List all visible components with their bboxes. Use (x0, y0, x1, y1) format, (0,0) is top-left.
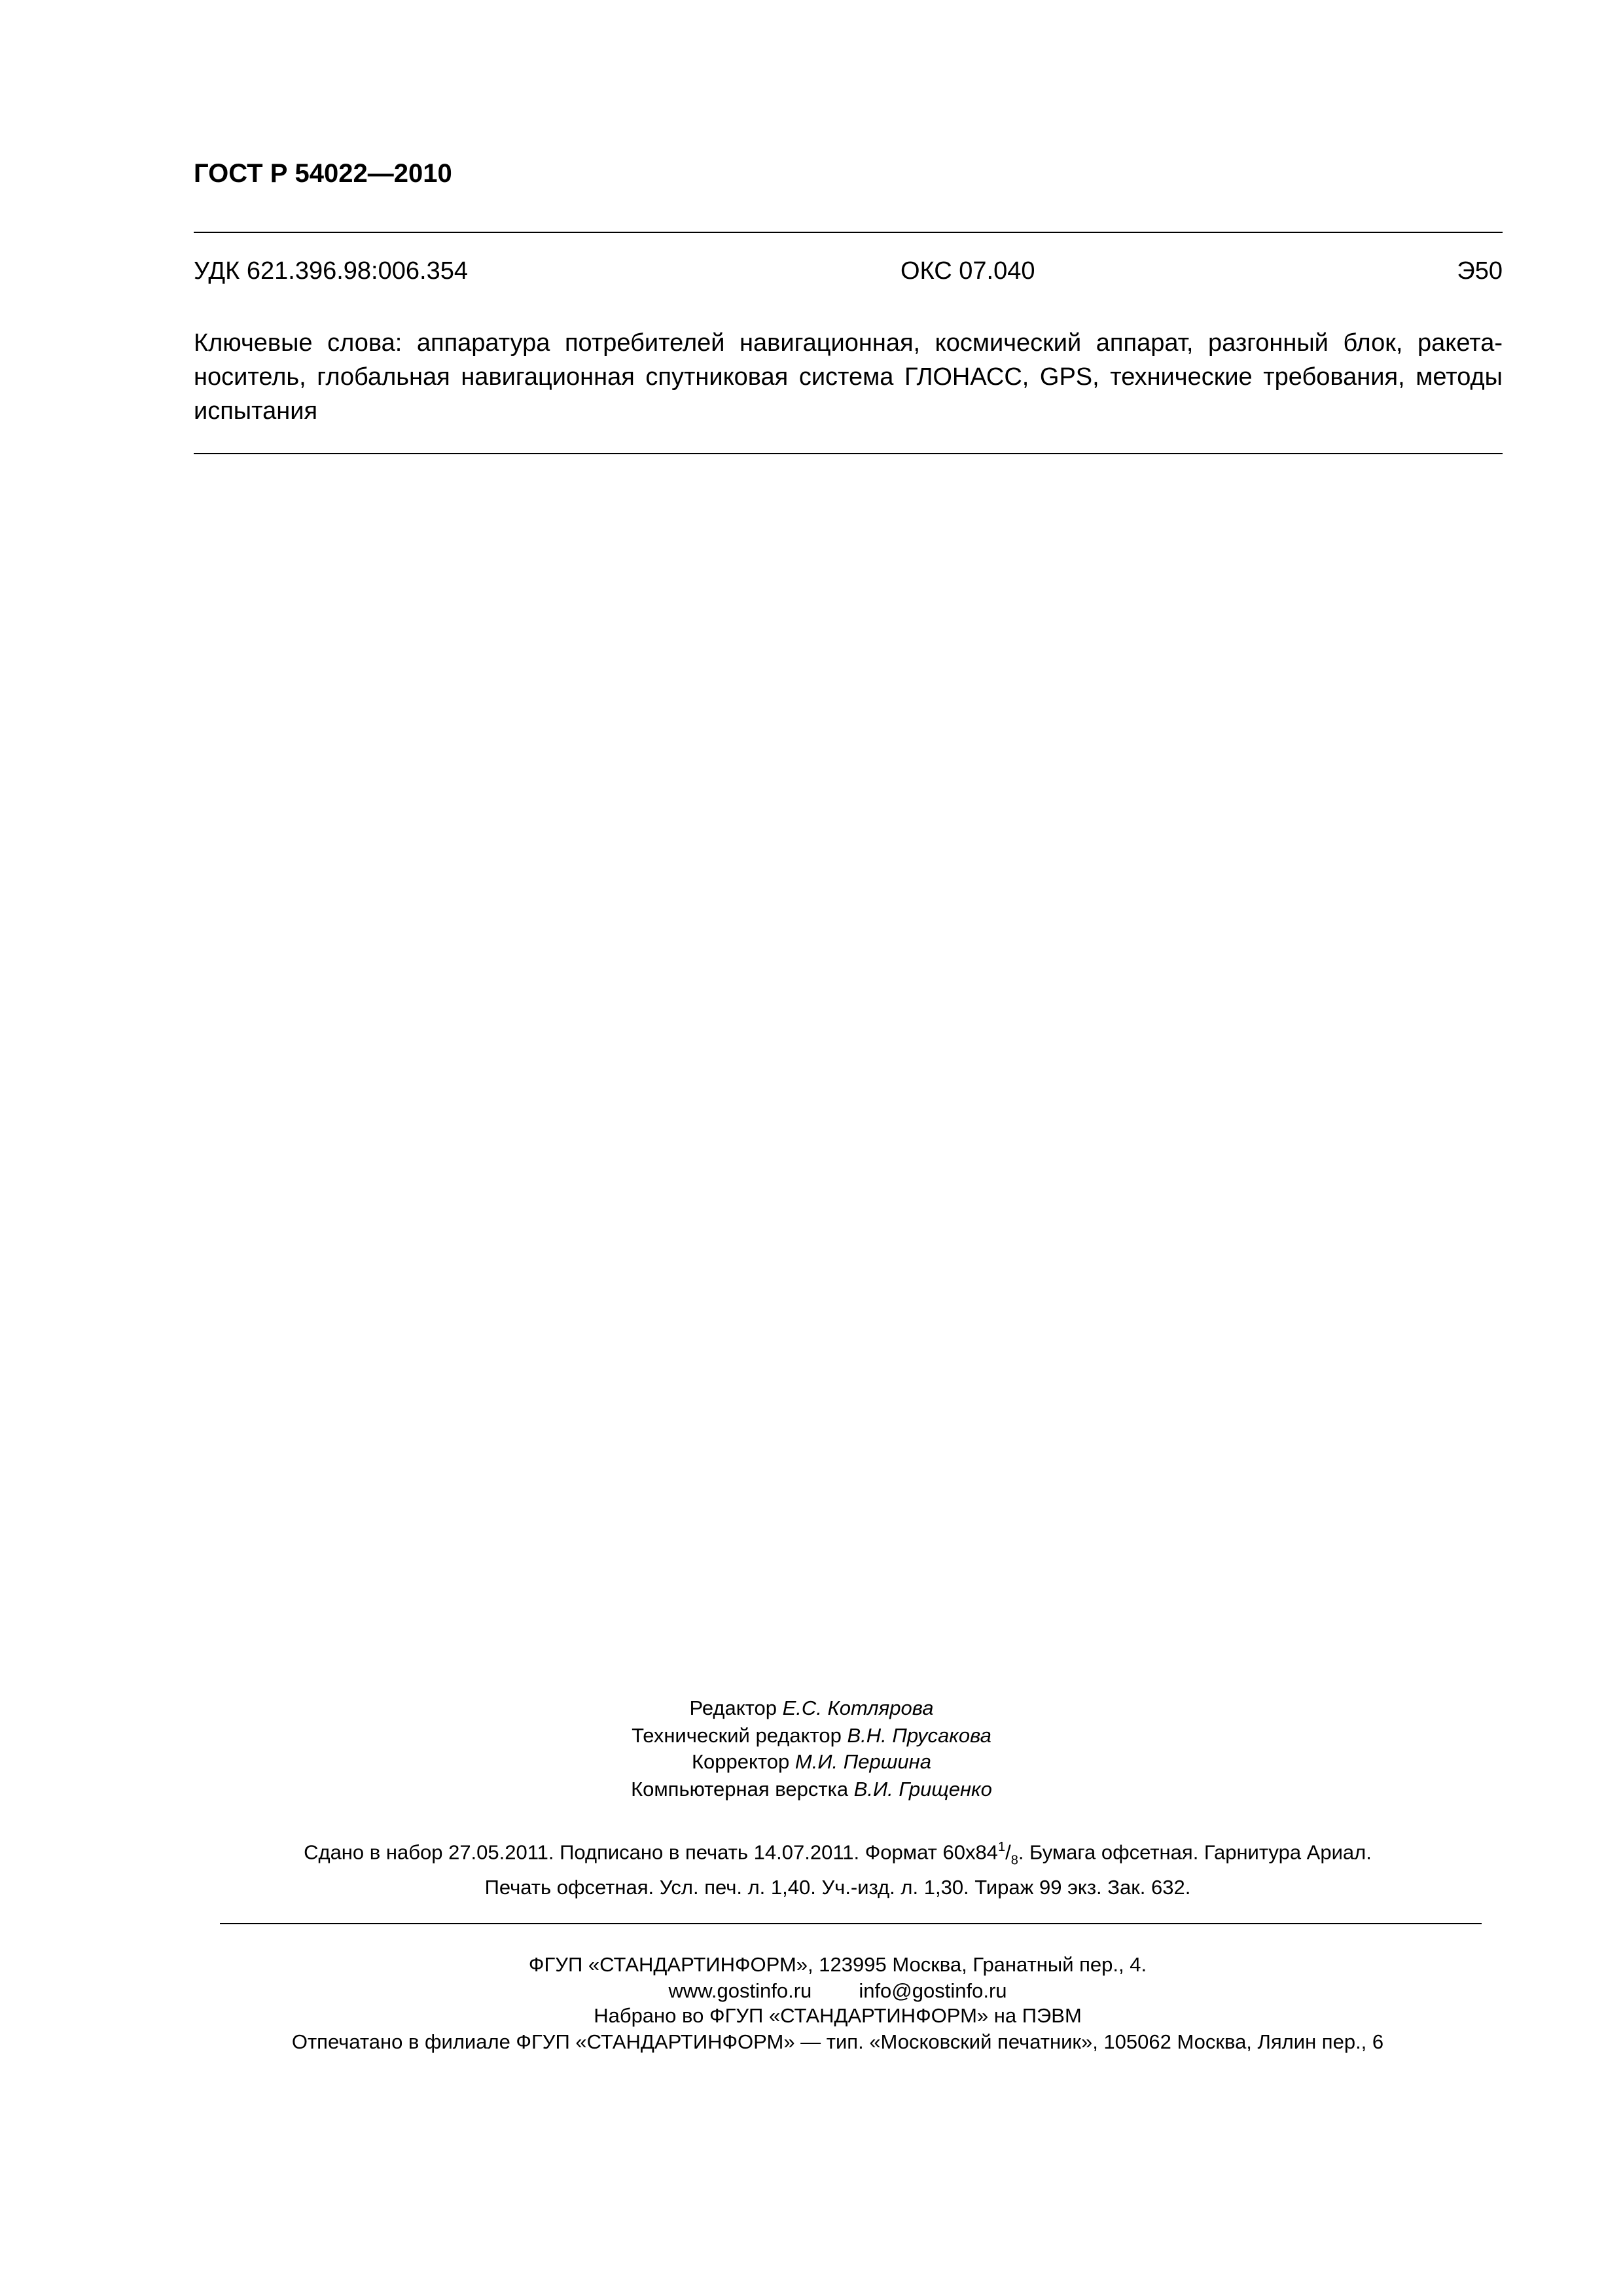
imprint-line-2: Печать офсетная. Усл. печ. л. 1,40. Уч.-изд. л. 1,30. Тираж 99 экз. Зак. 632. (484, 1876, 1191, 1899)
imprint-block (196, 1835, 1479, 1903)
credit-technical-editor: Технический редактор В.Н. Прусакова (632, 1725, 991, 1747)
credits-block (589, 1696, 1034, 1804)
publisher-contacts (196, 1979, 1479, 2004)
top-divider (194, 232, 1503, 233)
oks-code: ОКС 07.040 (901, 258, 1035, 285)
keywords-paragraph: Ключевые слова: аппаратура потребителей навигационная, космический аппарат, разгонный блок, ракета-носитель, глобальная навигационная спутниковая система ГЛОНАСС, GPS, технические требования, методы испытания (194, 330, 1503, 425)
publisher-website: www.gostinfo.ru (668, 1980, 812, 2002)
keywords-divider (194, 453, 1503, 454)
document-number: ГОСТ Р 54022—2010 (194, 160, 452, 188)
classification-group: Э50 (1457, 258, 1503, 285)
publisher-block (196, 1953, 1479, 2055)
publisher-email: info@gostinfo.ru (859, 1980, 1007, 2002)
publisher-address: ФГУП «СТАНДАРТИНФОРМ», 123995 Москва, Гранатный пер., 4. (528, 1954, 1147, 1977)
credit-proofreader: Корректор М.И. Першина (692, 1751, 931, 1774)
imprint-divider (220, 1923, 1482, 1924)
credit-layout: Компьютерная верстка В.И. Грищенко (631, 1778, 992, 1801)
typeset-note: Набрано во ФГУП «СТАНДАРТИНФОРМ» на ПЭВМ (594, 2005, 1082, 2028)
credit-editor: Редактор Е.С. Котлярова (689, 1698, 934, 1720)
imprint-line-1: Сдано в набор 27.05.2011. Подписано в печать 14.07.2011. Формат $60x84^1/_8$. Бумага офсетная. Гарнитура Ариал. (304, 1840, 1372, 1869)
printed-note: Отпечатано в филиале ФГУП «СТАНДАРТИНФОРМ» — тип. «Московский печатник», 105062 Москва, Лялин пер., 6 (291, 2031, 1384, 2053)
udk-code: УДК 621.396.98:006.354 (194, 258, 468, 285)
